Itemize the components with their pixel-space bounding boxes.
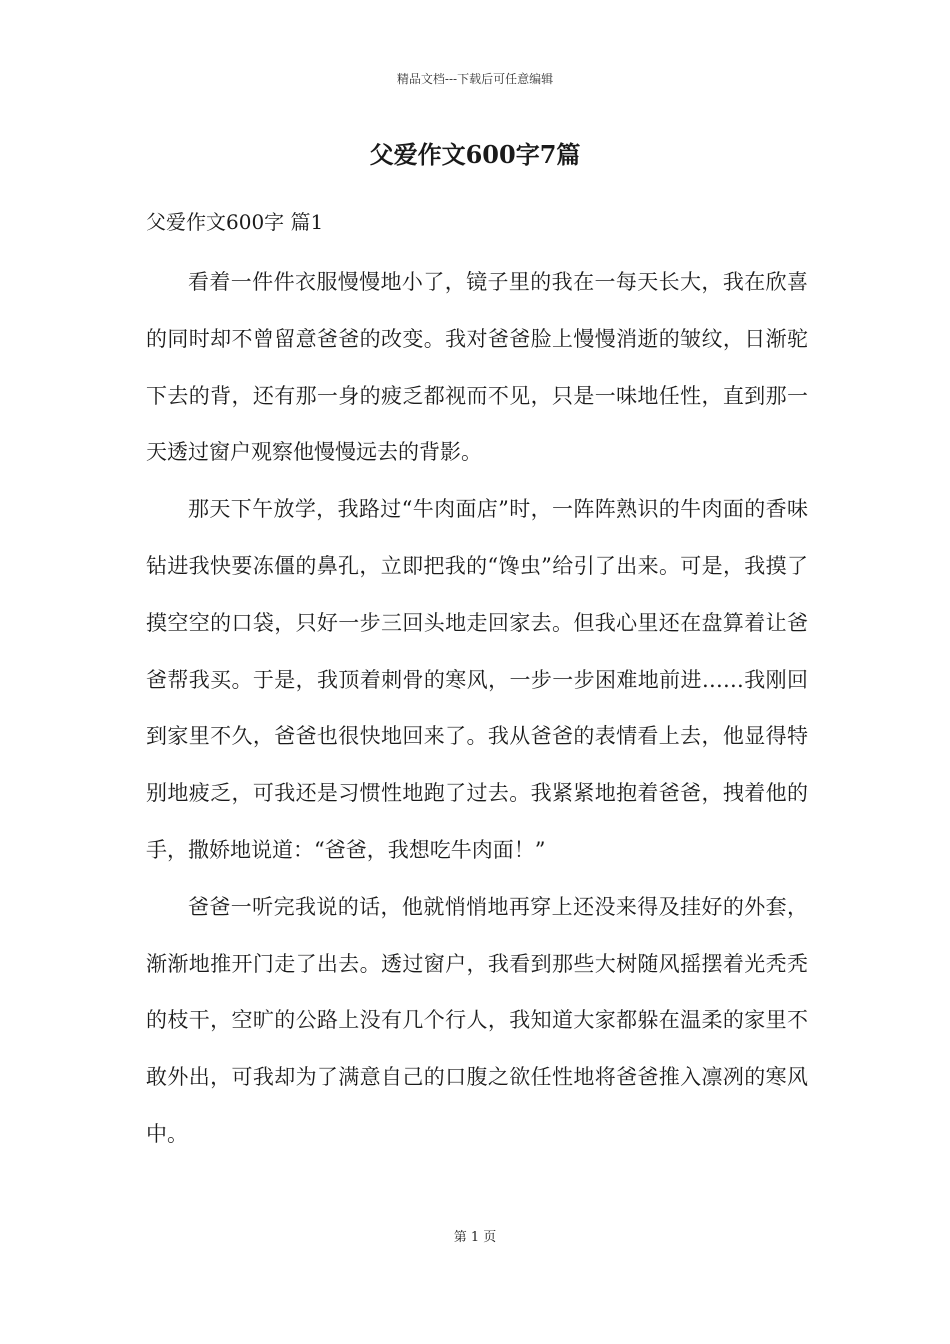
document-title: 父爱作文600字7篇 xyxy=(369,140,581,169)
paragraph: 爸爸一听完我说的话，他就悄悄地再穿上还没来得及挂好的外套，渐渐地推开门走了出去。透过窗户，我看到那些大树随风摇摆着光秃秃的枝干，空旷的公路上没有几个行人，我知道大家都躲在温柔的家里不敢外出，可我却为了满意自己的口腹之欲任性地将爸爸推入凛冽的寒风中。 xyxy=(146,894,808,1146)
header-note: 精品文档---下载后可任意编辑 xyxy=(396,72,554,86)
paragraph: 那天下午放学，我路过“牛肉面店”时，一阵阵熟识的牛肉面的香味钻进我快要冻僵的鼻孔，立即把我的“馋虫”给引了出来。可是，我摸了摸空空的口袋，只好一步三回头地走回家去。但我心里还在盘算着让爸爸帮我买。于是，我顶着刺骨的寒风，一步一步困难地前进……我刚回到家里不久，爸爸也很快地回来了。我从爸爸的表情看上去，他显得特别地疲乏，可我还是习惯性地跑了过去。我紧紧地抱着爸爸，拽着他的手，撒娇地说道：“爸爸，我想吃牛肉面！” xyxy=(146,497,808,862)
page-number: 第 1 页 xyxy=(453,1230,497,1245)
paragraph: 看着一件件衣服慢慢地小了，镜子里的我在一每天长大，我在欣喜的同时却不曾留意爸爸的改变。我对爸爸脸上慢慢消逝的皱纹，日渐驼下去的背，还有那一身的疲乏都视而不见，只是一味地任性，直到那一天透过窗户观察他慢慢远去的背影。 xyxy=(146,270,808,465)
body-text xyxy=(146,254,808,1163)
section-heading: 父爱作文600字 篇1 xyxy=(146,210,324,234)
